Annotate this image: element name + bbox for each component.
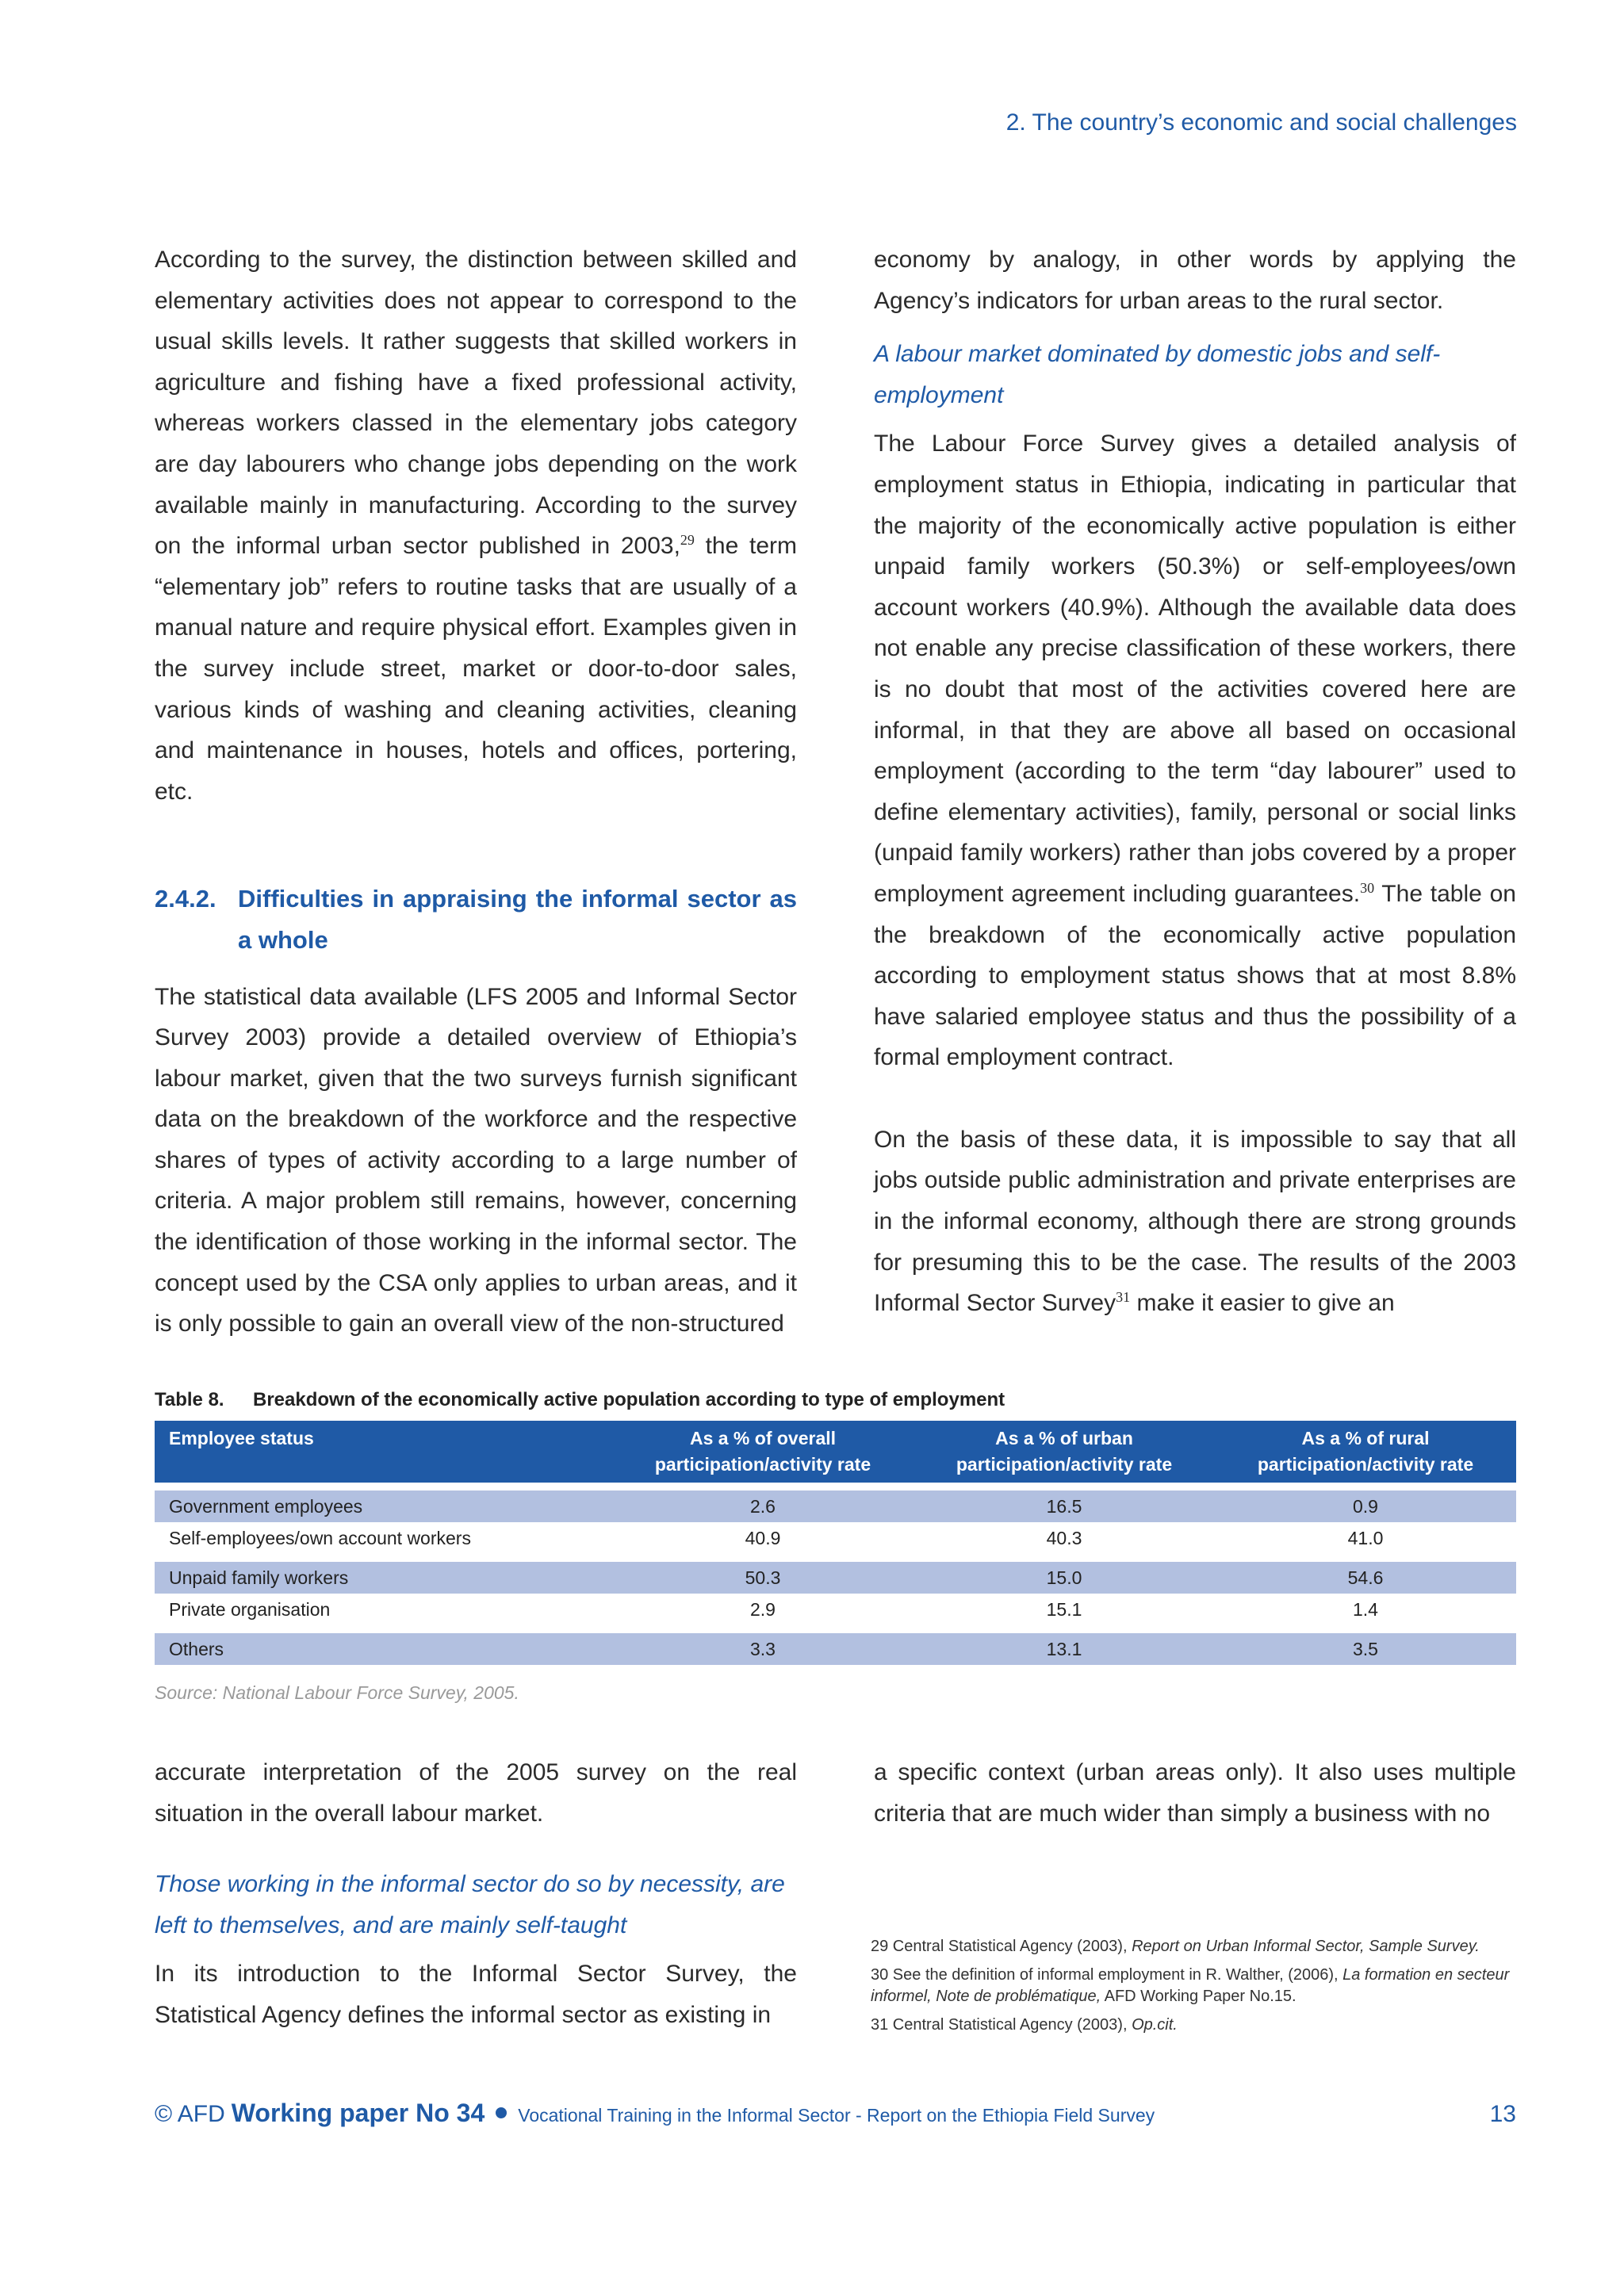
body-paragraph: a specific context (urban areas only). It also uses multiple criteria that are much wider than simply a business with no <box>874 1759 1516 1827</box>
table-row <box>155 1490 1516 1522</box>
footnote-30: 30 See the definition of informal employment in R. Walther, (2006), La formation en secteur informel, Note de problématique, AFD Working Paper No.15. <box>871 1966 1510 2005</box>
document-subtitle: Vocational Training in the Informal Sector - Report on the Ethiopia Field Survey <box>518 2105 1155 2126</box>
footnote-ref-30[interactable]: 30 <box>1360 879 1375 896</box>
table-cell: 13.1 <box>914 1633 1215 1665</box>
footnote-ref-31[interactable]: 31 <box>1116 1289 1131 1306</box>
footnote-ref-29[interactable]: 29 <box>680 532 695 549</box>
row-label: Government employees <box>155 1490 612 1522</box>
series-title: Working paper No 34 <box>231 2099 485 2127</box>
table-cell: 0.9 <box>1215 1490 1516 1522</box>
table-row <box>155 1633 1516 1665</box>
table-source: Source: National Labour Force Survey, 2005. <box>155 1682 519 1703</box>
row-label: Self-employees/own account workers <box>169 1527 471 1548</box>
table-cell: 54.6 <box>1215 1562 1516 1594</box>
table-cell: 2.6 <box>612 1490 914 1522</box>
table-row <box>155 1522 1516 1554</box>
table-cell: 1.4 <box>1353 1598 1378 1620</box>
column-header: As a % of rural participation/activity rate <box>1215 1421 1516 1483</box>
table-row <box>155 1594 1516 1625</box>
page-footer <box>155 2099 1516 2128</box>
section-title: Difficulties in appraising the informal sector as a whole <box>238 885 797 954</box>
table-cell: 15.1 <box>1046 1598 1082 1620</box>
column-header: As a % of urban participation/activity rate <box>914 1421 1215 1483</box>
table-row <box>155 1562 1516 1594</box>
table-cell: 50.3 <box>612 1562 914 1594</box>
body-paragraph: accurate interpretation of the 2005 survey on the real situation in the overall labour market. <box>155 1759 797 1827</box>
body-paragraph: The Labour Force Survey gives a detailed analysis of employment status in Ethiopia, indicating in particular that the majority of the economically active population is either unpaid family workers (50.3%) or self-employees/own account workers (40.9%). Although the available data does not enable any precise classification of these workers, there is no doubt that most of the activities covered here are informal, in that they are above all based on occasional employment (according to the term “day labourer” used to define elementary activities), family, personal or social links (unpaid family workers) rather than jobs covered by a proper employment agreement including guarantees.$^{30}$ The table on the breakdown of the economically active population according to employment status shows that at most 8.8% have salaried employee status and thus the possibility of a formal employment contract. <box>874 430 1516 1071</box>
table-cell: 40.9 <box>745 1527 781 1548</box>
footnotes <box>871 1936 1521 2043</box>
table-cell: 3.3 <box>612 1633 914 1665</box>
right-column-bottom <box>874 1752 1516 1834</box>
body-paragraph: The statistical data available (LFS 2005 and Informal Sector Survey 2003) provide a detailed overview of Ethiopia’s labour market, given that the two surveys furnish significant data on the breakdown of the workforce and the respective shares of types of activity according to a large number of criteria. A major problem still remains, however, concerning the identification of those working in the informal sector. The concept used by the CSA only applies to urban areas, and it is only possible to gain an overall view of the non-structured <box>155 983 797 1337</box>
section-number: 2.4.2. <box>155 885 216 913</box>
copyright: © AFD <box>155 2101 225 2127</box>
table-cell: 40.3 <box>1046 1527 1082 1548</box>
page-number: 13 <box>1489 2101 1516 2127</box>
table-header-row <box>155 1421 1516 1483</box>
table-cell: 15.0 <box>914 1562 1215 1594</box>
section-heading <box>155 878 797 960</box>
row-label: Unpaid family workers <box>155 1562 612 1594</box>
employment-table <box>155 1421 1516 1665</box>
footnote-29: 29 Central Statistical Agency (2003), Report on Urban Informal Sector, Sample Survey. <box>871 1938 1480 1955</box>
table-title: Breakdown of the economically active population according to type of employment <box>253 1389 1005 1410</box>
table-number: Table 8. <box>155 1389 224 1410</box>
table-cell: 16.5 <box>914 1490 1215 1522</box>
table-cell: 3.5 <box>1215 1633 1516 1665</box>
table-cell: 2.9 <box>750 1598 776 1620</box>
row-label: Private organisation <box>169 1598 331 1620</box>
body-paragraph: In its introduction to the Informal Sector Survey, the Statistical Agency defines the informal sector as existing in <box>155 1961 797 2028</box>
column-header: Employee status <box>155 1421 612 1483</box>
table-caption <box>155 1389 1005 1411</box>
body-paragraph: According to the survey, the distinction between skilled and elementary activities does not appear to correspond to the usual skills levels. It rather suggests that skilled workers in agriculture and fishing have a fixed professional activity, whereas workers classed in the elementary jobs category are day labourers who change jobs depending on the work available mainly in manufacturing. According to the survey on the informal urban sector published in 2003,29 the term “elementary job” refers to routine tasks that are usually of a manual nature and require physical effort. Examples given in the survey include street, market or door-to-door sales, various kinds of washing and cleaning activities, cleaning and maintenance in houses, hotels and offices, portering, etc. <box>155 247 797 805</box>
left-column-top <box>155 239 797 1345</box>
table-cell: 41.0 <box>1347 1527 1384 1548</box>
bullet-icon <box>496 2107 507 2118</box>
left-column-bottom <box>155 1752 797 2036</box>
body-paragraph: On the basis of these data, it is impossible to say that all jobs outside public administration and private enterprises are in the informal economy, although there are strong grounds for presuming this to be the case. The results of the 2003 Informal Sector Survey$^{31}$ make it easier to give an <box>874 1126 1516 1317</box>
right-column-top <box>874 239 1516 1324</box>
subheading-labour-market: A labour market dominated by domestic jobs and self-employment <box>874 341 1441 408</box>
row-label: Others <box>155 1633 612 1665</box>
footnote-31: 31 Central Statistical Agency (2003), Op.cit. <box>871 2016 1178 2034</box>
running-header: 2. The country’s economic and social challenges <box>1005 109 1517 136</box>
subheading-informal-sector: Those working in the informal sector do so by necessity, are left to themselves, and are mainly self-taught <box>155 1871 785 1938</box>
column-header: As a % of overall participation/activity rate <box>612 1421 914 1483</box>
body-paragraph: economy by analogy, in other words by applying the Agency’s indicators for urban areas to the rural sector. <box>874 247 1516 314</box>
